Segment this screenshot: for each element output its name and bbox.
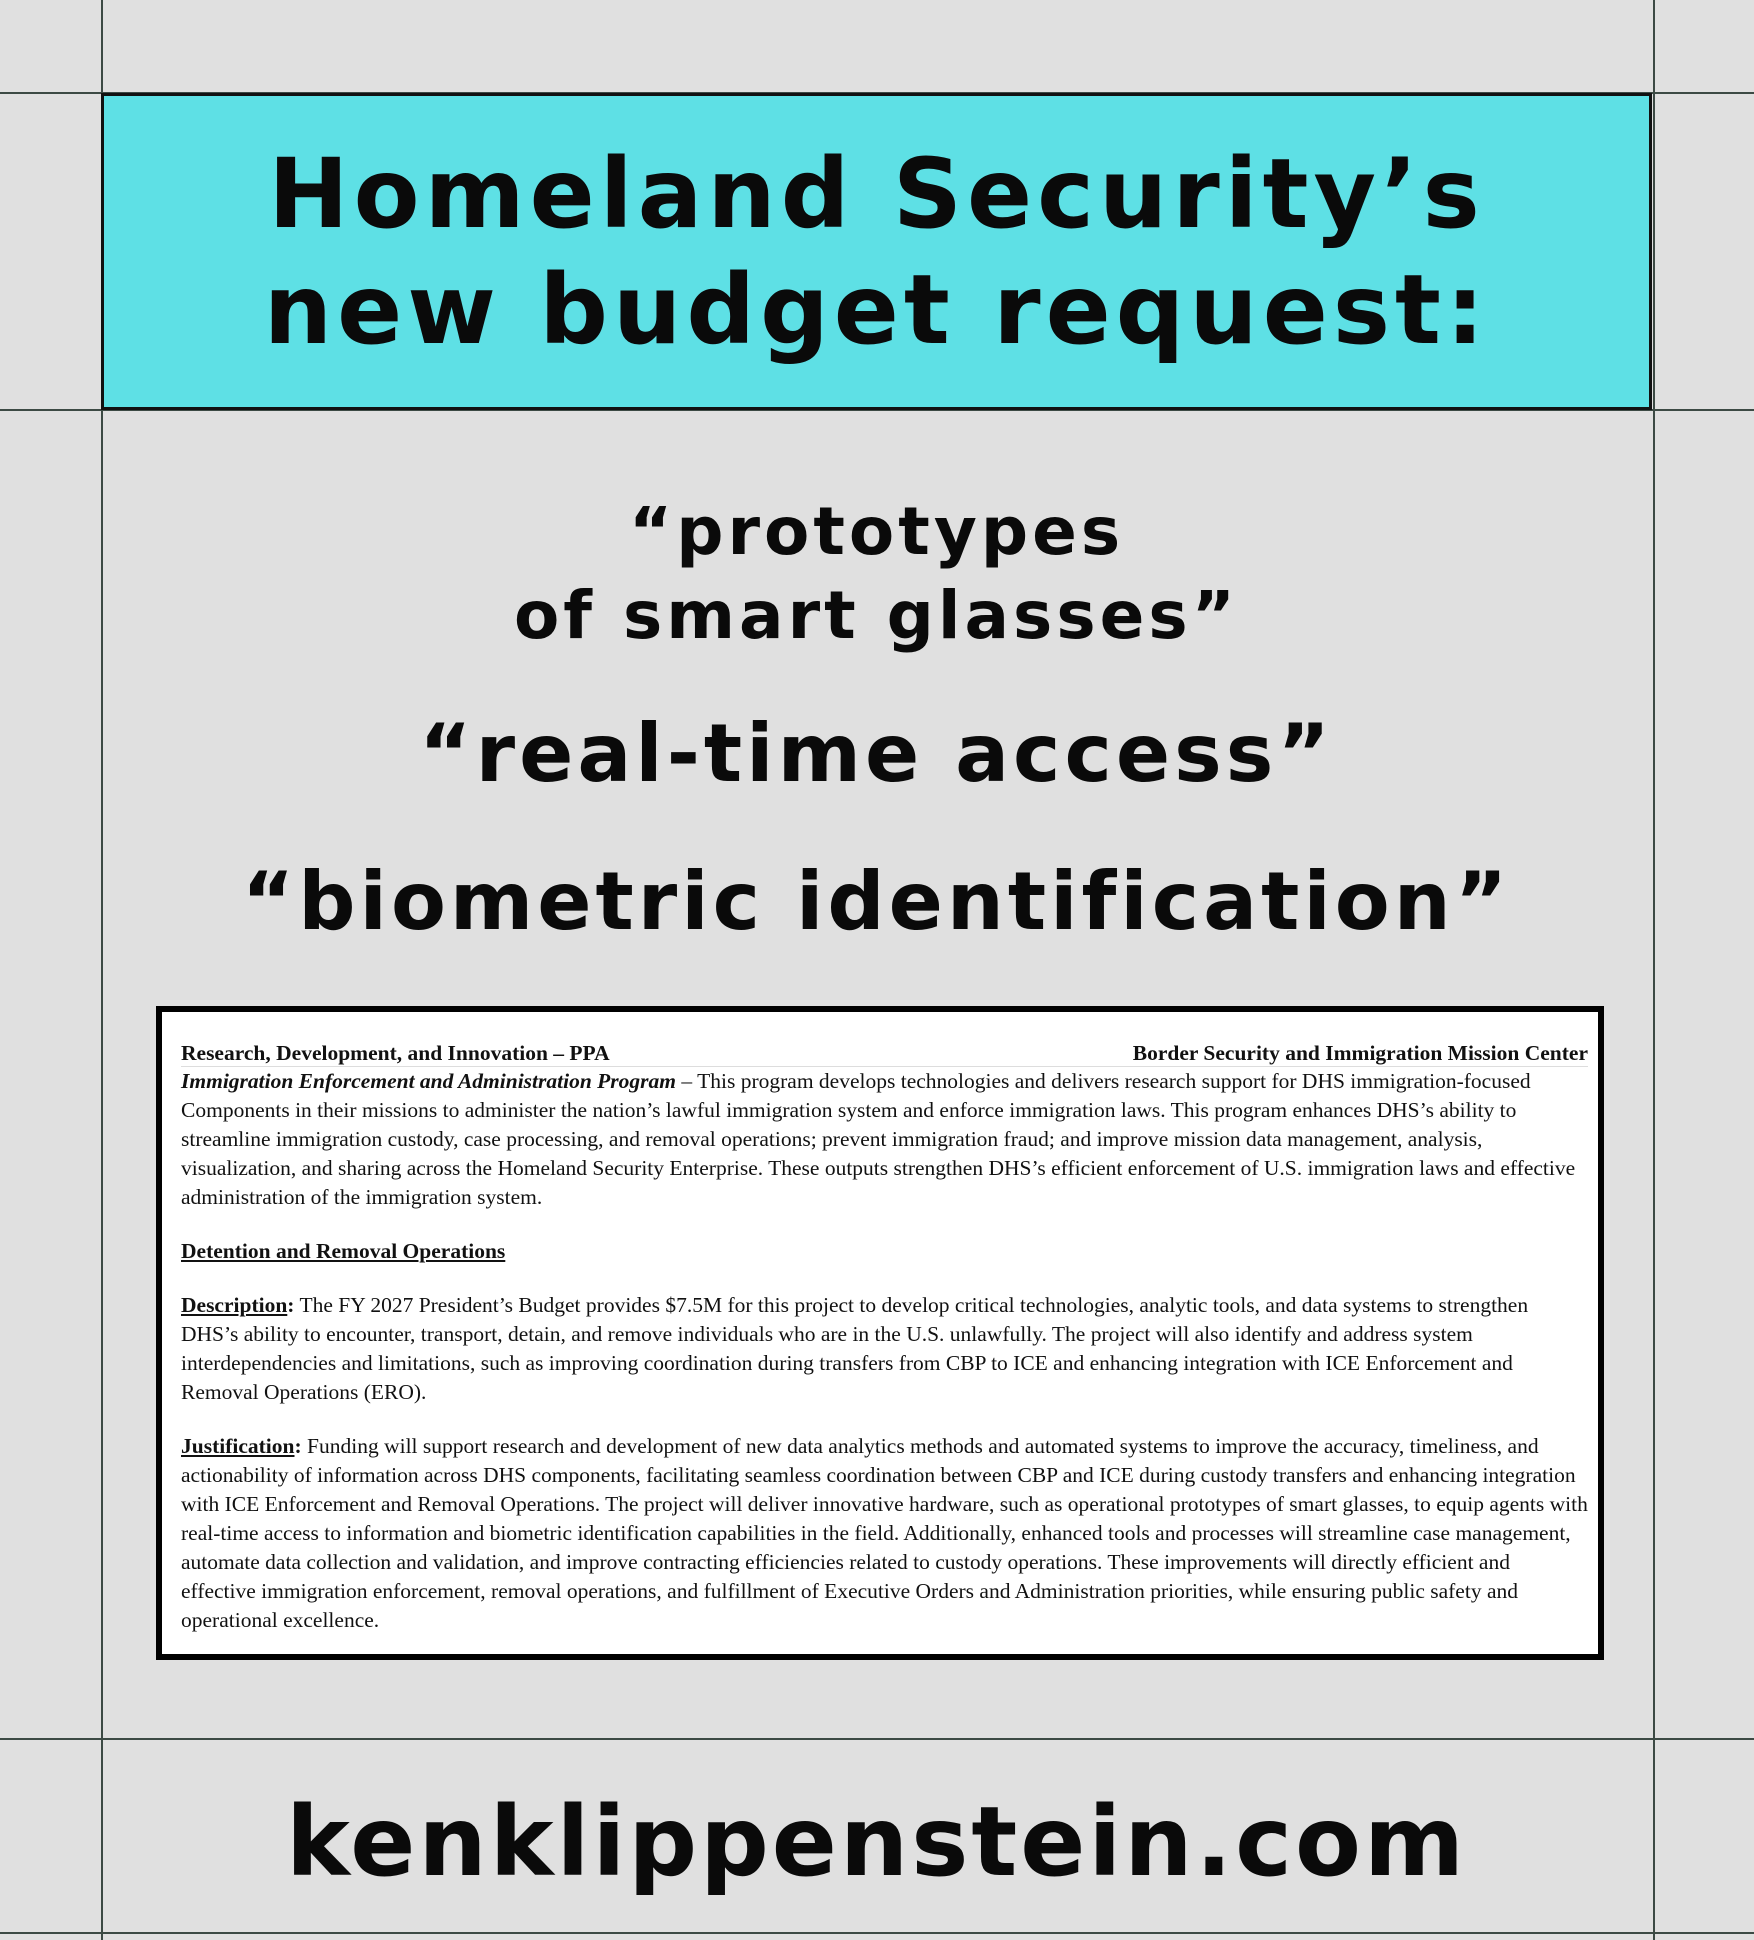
budget-document-excerpt <box>156 1006 1604 1660</box>
justification-label: Justification <box>181 1434 295 1458</box>
justification-colon: : <box>294 1434 302 1458</box>
title-line-2: new budget request: <box>263 253 1490 366</box>
title-banner <box>101 93 1652 410</box>
quote-smart-glasses-line-1: “prototypes <box>628 493 1125 570</box>
description-paragraph <box>181 1291 1588 1407</box>
quote-smart-glasses-line-2: of smart glasses” <box>513 577 1240 654</box>
grid-line-right <box>1653 0 1655 1940</box>
document-header-right: Border Security and Immigration Mission Center <box>1132 1041 1588 1065</box>
title-line-1: Homeland Security’s <box>268 137 1485 250</box>
program-paragraph <box>181 1067 1588 1212</box>
quote-real-time-access: “real-time access” <box>419 707 1334 800</box>
description-colon: : <box>287 1293 295 1317</box>
program-text: – This program develops technologies and delivers research support for DHS immigration-focused Components in their missions to administer the nation’s lawful immigration system and enforce immigration laws. This program enhances DHS’s ability to streamline immigration custody, case processing, and removal operations; prevent immigration fraud; and improve mission data management, analysis, visualization, and sharing across the Homeland Security Enterprise. These outputs strengthen DHS’s efficient enforcement of U.S. immigration laws and effective administration of the immigration system. <box>181 1069 1576 1209</box>
description-label: Description <box>181 1293 288 1317</box>
justification-text: Funding will support research and development of new data analytics methods and automated systems to improve the accuracy, timeliness, and actionability of information across DHS components, facilitating seamless coordination between CBP and ICE during custody transfers and enhancing integration with ICE Enforcement and Removal Operations. The project will deliver innovative hardware, such as operational prototypes of smart glasses, to equip agents with real-time access to information and biometric identification capabilities in the field. Additionally, enhanced tools and processes will streamline case management, automate data collection and validation, and improve contracting efficiencies related to custody operations. These improvements will directly efficient and effective immigration enforcement, removal operations, and fulfillment of Executive Orders and Administration priorities, while ensuring public safety and operational excellence. <box>181 1434 1588 1632</box>
document-header <box>181 1040 1588 1067</box>
grid-line-bottom <box>0 1932 1754 1934</box>
quote-smart-glasses <box>101 490 1652 658</box>
footer-website: kenklippenstein.com <box>285 1786 1467 1898</box>
description-text: The FY 2027 President’s Budget provides $7.5M for this project to develop critical technologies, analytic tools, and data systems to strengthen DHS’s ability to encounter, transport, detain, and remove individuals who are in the U.S. unlawfully. The project will also identify and address system interdependencies and limitations, such as improving coordination during transfers from CBP to ICE and enhancing integration with ICE Enforcement and Removal Operations (ERO). <box>181 1293 1529 1404</box>
justification-paragraph <box>181 1432 1588 1635</box>
section-heading: Detention and Removal Operations <box>181 1239 506 1263</box>
section-heading-paragraph <box>181 1237 1588 1266</box>
document-header-left: Research, Development, and Innovation – PPA <box>181 1041 610 1065</box>
program-name: Immigration Enforcement and Administration Program <box>181 1069 676 1093</box>
grid-line-footer-top <box>0 1738 1754 1740</box>
quote-biometric-identification: “biometric identification” <box>241 855 1512 948</box>
